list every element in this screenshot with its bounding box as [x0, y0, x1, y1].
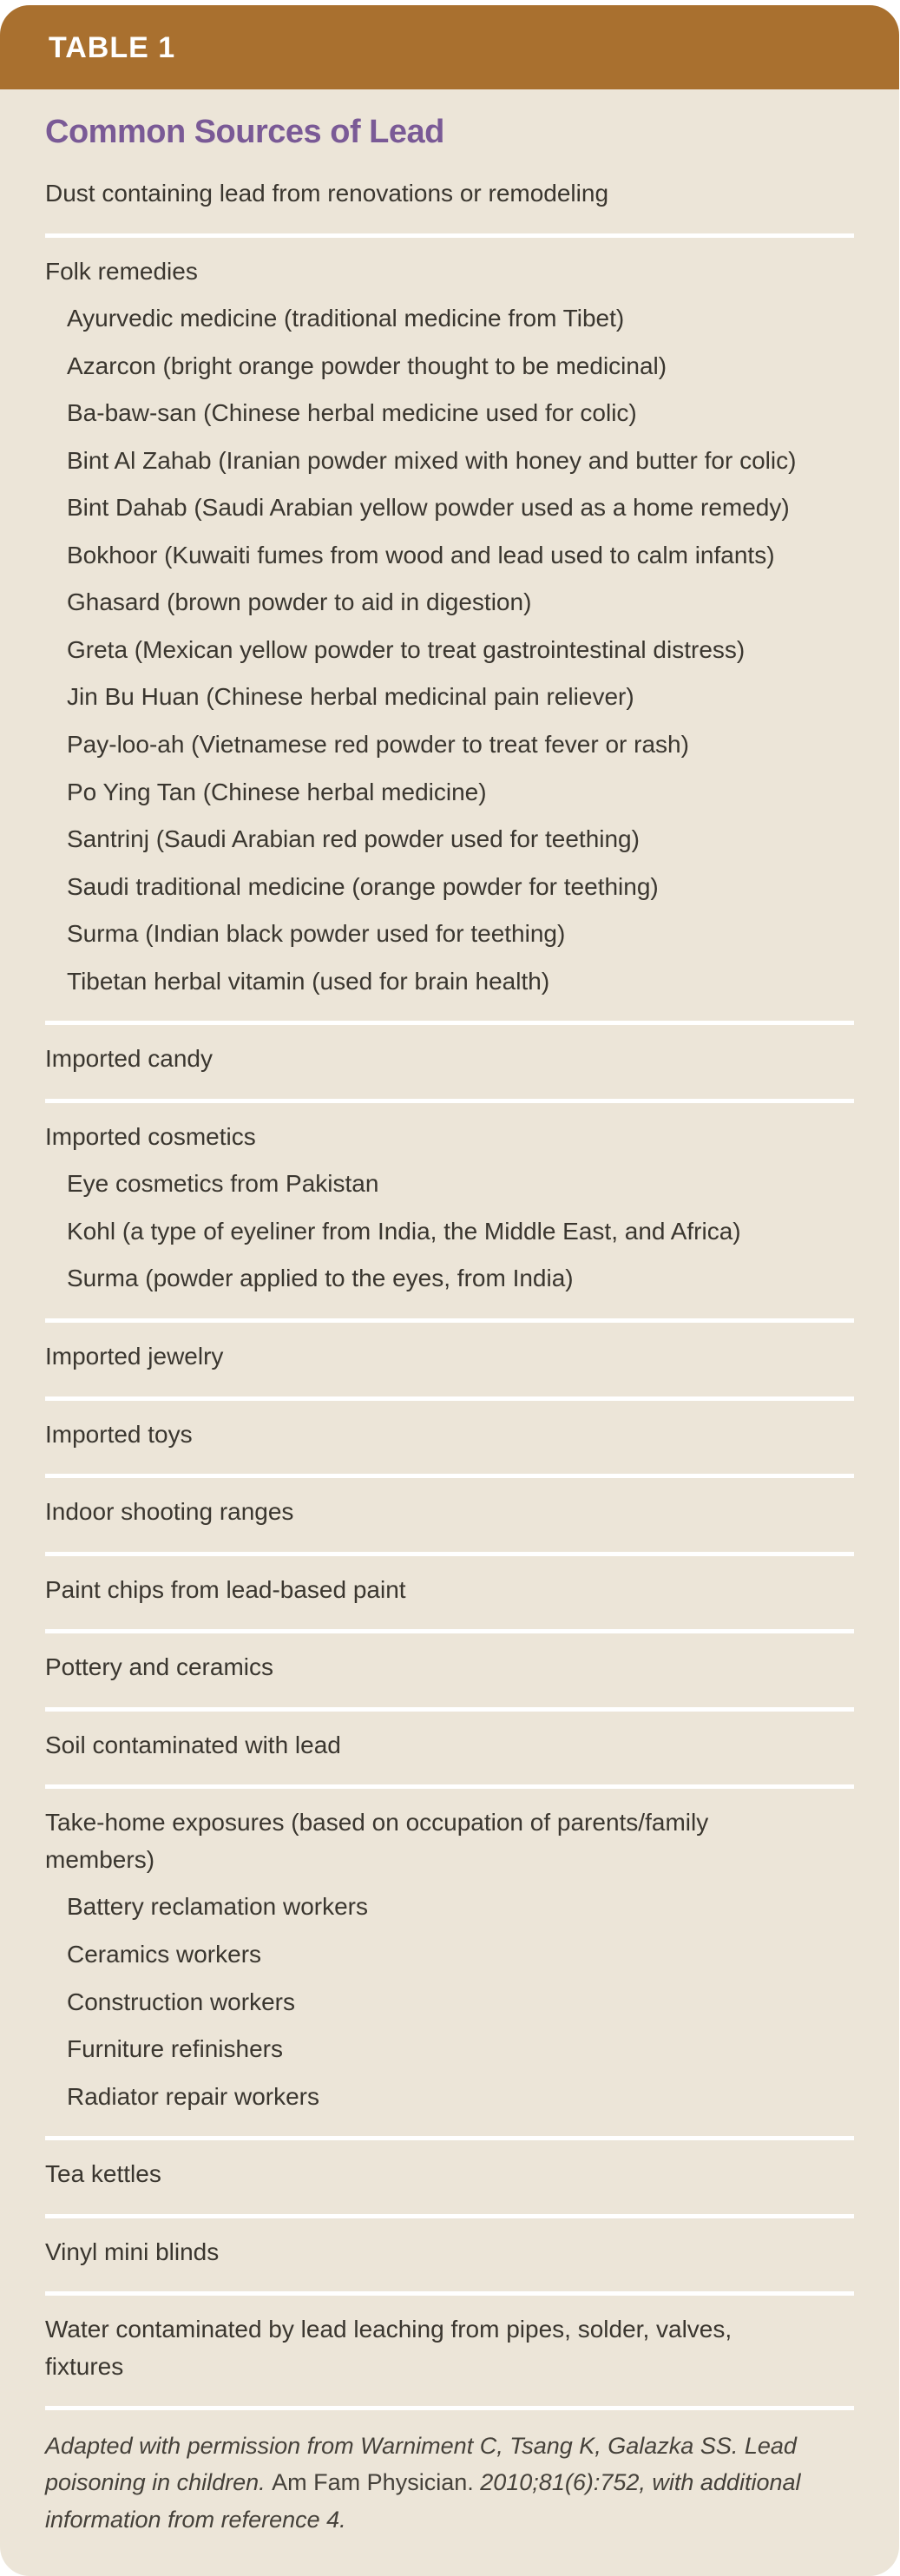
table-row: Imported cosmetics: [45, 1122, 256, 1150]
table-subrow: Ghasard (brown powder to aid in digestion): [67, 588, 532, 616]
table-title: Common Sources of Lead: [45, 114, 444, 150]
table-subrow: Jin Bu Huan (Chinese herbal medicinal pain reliever): [67, 683, 634, 711]
table-group: [45, 160, 854, 238]
table-group: [45, 1712, 854, 1790]
table-row: Indoor shooting ranges: [45, 1498, 294, 1526]
table-group: [45, 238, 854, 1026]
footnote-journal-name: Am Fam Physician.: [272, 2469, 481, 2496]
table-row: Dust containing lead from renovations or remodeling: [45, 180, 609, 207]
table-row: Imported candy: [45, 1045, 213, 1073]
table-subrow: Bint Al Zahab (Iranian powder mixed with honey and butter for colic): [67, 446, 797, 474]
table-subrow: Pay-loo-ah (Vietnamese red powder to treat fever or rash): [67, 731, 689, 759]
table-card: [0, 5, 899, 2576]
table-group: [45, 2218, 854, 2297]
table-row: Tea kettles: [45, 2160, 161, 2188]
table-group: [45, 1633, 854, 1712]
table-group: [45, 1025, 854, 1103]
table-subrow: Eye cosmetics from Pakistan: [67, 1170, 379, 1198]
table-subrow: Construction workers: [67, 1988, 295, 2015]
table-group: [45, 1789, 854, 2140]
table-subrow: Azarcon (bright orange powder thought to be medicinal): [67, 352, 667, 379]
table-subrow: Furniture refinishers: [67, 2035, 283, 2063]
table-row: Water contaminated by lead leaching from pipes, solder, valves, fixtures: [45, 2316, 732, 2380]
table-subrow: Kohl (a type of eyeliner from India, the Middle East, and Africa): [67, 1217, 741, 1245]
table-subrow: Santrinj (Saudi Arabian red powder used for teething): [67, 825, 640, 853]
table-subrow: Surma (Indian black powder used for teething): [67, 920, 566, 948]
table-subrow: Bint Dahab (Saudi Arabian yellow powder used as a home remedy): [67, 494, 790, 522]
table-subrow: Battery reclamation workers: [67, 1893, 369, 1921]
table-header: [0, 5, 899, 89]
table-row: Folk remedies: [45, 257, 198, 285]
table-row: Paint chips from lead-based paint: [45, 1575, 406, 1603]
table-subrow: Greta (Mexican yellow powder to treat gastrointestinal distress): [67, 635, 746, 663]
table-group: [45, 1556, 854, 1634]
table-subrow: Ba-baw-san (Chinese herbal medicine used for colic): [67, 399, 637, 427]
footnote-segment-italic: 2010;81(6):752, with additional information from reference 4.: [45, 2469, 801, 2533]
table-row: Vinyl mini blinds: [45, 2238, 220, 2265]
table-subrow: Saudi traditional medicine (orange powder for teething): [67, 872, 659, 900]
table-label: TABLE 1: [49, 31, 176, 64]
table-subrow: Ayurvedic medicine (traditional medicine from Tibet): [67, 305, 625, 332]
table-group: [45, 1478, 854, 1556]
table-footnote: [45, 2410, 854, 2563]
table-row: Pottery and ceramics: [45, 1653, 273, 1681]
table-subrow: Po Ying Tan (Chinese herbal medicine): [67, 778, 487, 805]
table-row: Imported jewelry: [45, 1343, 224, 1370]
table-subrow: Tibetan herbal vitamin (used for brain health): [67, 967, 550, 995]
table-body: [0, 89, 899, 2576]
table-groups: [45, 160, 854, 2410]
table-group: [45, 2296, 854, 2410]
table-group: [45, 1103, 854, 1323]
table-subrow: Radiator repair workers: [67, 2082, 319, 2110]
table-group: [45, 2140, 854, 2218]
table-subrow: Ceramics workers: [67, 1940, 262, 1968]
table-subrow: Surma (powder applied to the eyes, from India): [67, 1265, 574, 1292]
table-row: Soil contaminated with lead: [45, 1731, 341, 1758]
table-group: [45, 1323, 854, 1401]
table-row: Take-home exposures (based on occupation of parents/family members): [45, 1809, 709, 1873]
footnote-segment-italic: Adapted with permission from Warniment C, Tsang K, Galazka SS. Lead poisoning in children.: [45, 2433, 797, 2496]
table-row: Imported toys: [45, 1420, 193, 1448]
table-group: [45, 1401, 854, 1479]
table-subrow: Bokhoor (Kuwaiti fumes from wood and lead used to calm infants): [67, 541, 775, 568]
